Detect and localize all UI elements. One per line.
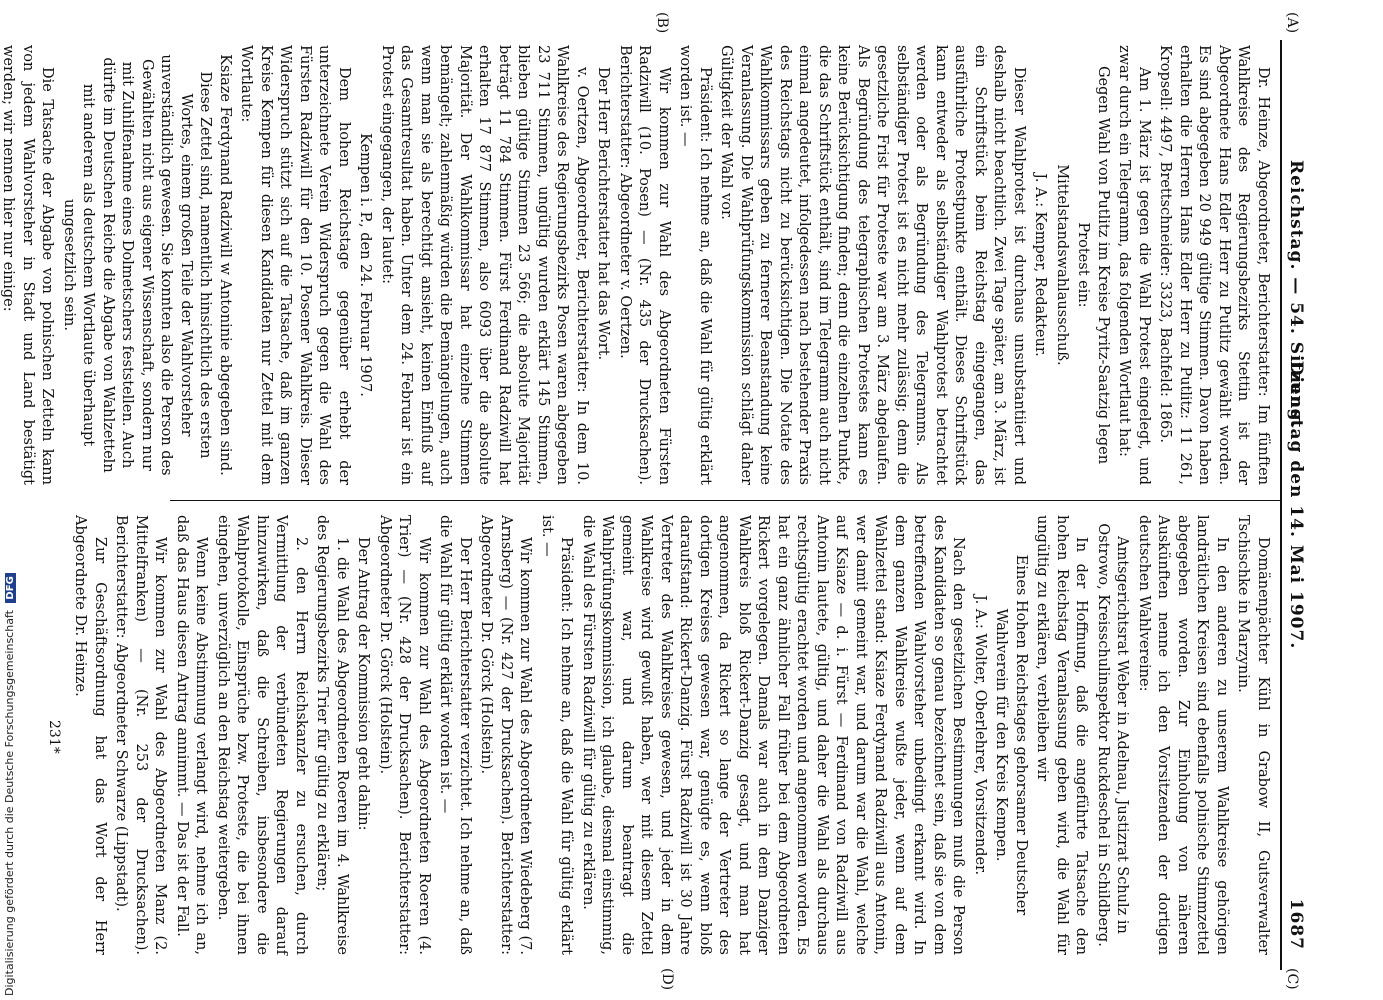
paragraph: Der Herr Berichterstatter hat das Wort. xyxy=(595,67,612,361)
header-left-title: Reichstag. — 54. Sitzung. xyxy=(1286,160,1306,429)
paragraph: 1. die Wahl des Abgeordneten Roeren im 4. Wahlkreise des Regierungsbezirks Trier für gültig zu erklären; xyxy=(314,515,350,955)
paragraph: v. Oertzen, Abgeordneter, Berichterstatter: In dem 10. Wahlkreise des Regierungsbezirks Posen waren abgegeben 23 711 Stimmen, ungültig wurden erklärt 145 Stimmen, blieben gültige Stimmen 23 566; die absolute Majorität beträgt 11 784 Stimmen. Fürst Ferdinand Radziwill hat erhalten 17 877 Stimmen, also 6093 über die absolute Majorität. Der Wahlkommissar hat einzelne Stimmen bemängelt; zahlenmäßig würden die Bemängelungen, auch wenn man sie als berechtigt ansieht, keinen Einfluß auf das Gesamtresultat haben. Unter dem 24. Februar ist ein Protest eingegangen, der lautet: xyxy=(379,45,590,485)
paragraph: Die Tatsache der Abgabe von polnischen Zetteln kann von jedem Wahlvorsteher in Stadt und Land bestätigt werden; wir nennen hier nur einige: xyxy=(0,45,56,485)
paragraph: Wenn keine Abstimmung verlangt wird, nehme ich an, daß das Haus diesen Antrag annimmt. — Das ist der Fall. xyxy=(174,515,210,955)
paragraph: Wir kommen zur Wahl des Abgeordneten Wiedeberg (7. Arnsberg) — (Nr. 427 der Drucksachen). Berichterstatter: Abgeordneter Dr. Görck (Holstein). xyxy=(478,515,534,955)
paragraph: Mittelstandswahlausschuß. xyxy=(1054,164,1070,366)
margin-marker-b: (B) xyxy=(654,12,670,34)
funding-note-text: Digitalisierung gefördert durch die Deutsche Forschungsgemeinschaft xyxy=(3,610,16,996)
paragraph: In den anderen zu unserem Wahlkreise gehörigen landrätlichen Kreisen sind ebenfalls polnische Stimmzettel abgegeben worden. Zur Einholung von näheren Auskünften nenne ich den Vorsitzenden der dortigen deutschen Wahlvereine: xyxy=(1136,515,1230,955)
paragraph: Ksiaze Ferdynand Radziwill w Antoninie abgegeben sind. Diese Zettel sind, namentlich hinsichtlich des ersten Wortes, einem großen Teile der Wahlvorsteher unverständlich gewesen. Sie konnten also die Person des Gewählten nicht aus eigener Wissenschaft, sondern nur mit Zuhilfenahme eines Dolmetschers feststellen. Auch dürfte im Deutschen Reiche die Abgabe von Wahlzetteln mit anderem als deutschem Wortlaute überhaupt ungesetzlich sein. xyxy=(61,54,233,476)
right-text-column xyxy=(68,515,1272,955)
paragraph: In der Hoffnung, daß die angeführte Tatsache den hohen Reichstag Veranlassung geben wird, die Wahl für ungültig zu erklären, verbleiben wir xyxy=(1034,515,1090,955)
paragraph: Wir kommen zur Wahl des Abgeordneten Roeren (4. Trier) — (Nr. 428 der Drucksachen). Berichterstatter: Abgeordneter Dr. Görck (Holstein). xyxy=(377,515,432,955)
paragraph: Eines Hohen Reichstages gehorsamer Deutscher Wahlverein für den Kreis Kempen. xyxy=(993,554,1029,916)
left-text-column xyxy=(0,45,1272,485)
header-page-number: 1687 xyxy=(1286,898,1306,950)
paragraph: Kempen i. P., den 24. Februar 1907. xyxy=(357,133,374,397)
paragraph: J. A.: Wolter, Oberlehrer, Vorsitzender. xyxy=(972,594,988,876)
paragraph: Domänenpächter Kühl in Grabow II, Gutsverwalter Tschischke in Marzynin. xyxy=(1235,515,1271,955)
paragraph: Wir kommen zur Wahl des Abgeordneten Fürsten Radziwill (10. Posen) — (Nr. 435 der Drucksachen). Berichterstatter: Abgeordneter v. Oertzen. xyxy=(617,45,672,485)
paragraph: 2. den Herrn Reichskanzler zu ersuchen, durch Vermittlung der verbündeten Regierungen darauf hinzuwirken, daß die Schreiben, insbesondere die Wahlprotokolle, Einsprüche bzw. Proteste, die bei ihnen eingehen, unverzüglich an den Reichstag weitergeben. xyxy=(215,515,309,955)
paragraph: Dieser Wahlprotest ist durchaus unsubstantiiert und deshalb nicht beachtlich. Zwei Tage später, am 3. März, ist ein Schriftstück beim Reichstag eingegangen, das ausführliche Protestpunkte enthält. Dieses Schriftstück kann entweder als selbständiger Wahlprotest betrachtet werden oder als Begründung des Telegramms. Als selbständiger Protest ist es nicht mehr zulässig; denn die gesetzliche Frist für Proteste war am 3. März abgelaufen. Als Begründung des telegraphischen Protestes kann es keine Berücksichtigung finden; denn die einzelnen Punkte, die das Schriftstück enthält, sind im Telegramm auch nicht einmal angedeutet, infolgedessen nach bestehender Praxis des Reichstags nicht zu berücksichtigen. Die Notate des Wahlkommissars geben zu fernerer Beanstandung keine Veranlassung. Die Wahlprüfungskommission schlägt daher Gültigkeit der Wahl vor. xyxy=(718,45,1027,485)
paragraph: Der Antrag der Kommission geht dahin: xyxy=(355,537,372,831)
paragraph: Amtsgerichtsrat Weber in Adelnau, Justizrat Schulz in Ostrowo, Kreisschulinspektor Ruckdeschel in Schildberg. xyxy=(1095,523,1131,947)
paragraph: Zur Geschäftsordnung hat das Wort der Herr Abgeordnete Dr. Heinze. xyxy=(72,515,108,955)
paragraph: Gegen Wahl von Putlitz im Kreise Pyritz-Saatzig legen Protest ein: xyxy=(1075,65,1111,465)
paragraph: J. A.: Kemper, Redakteur. xyxy=(1032,173,1049,357)
margin-marker-c: (C) xyxy=(1284,968,1300,990)
paragraph: Nach den gesetzlichen Bestimmungen muß die Person des Kandidaten so genau bezeichnet sein, daß sie von dem betreffenden Wahlvorsteher unbedingt erkannt wird. In dem ganzen Wahlkreise wußte jeder, wenn auf dem Wahlzettel stand: Ksiaze Ferdynand Radziwill aus Antonin, wer damit gemeint war, und darum war die Wahl, welche auf Ksiaze — d. i. Fürst — Ferdinand von Radziwill aus Antonin lautete, gültig, und daher die Wahl als durchaus rechtsgültig erachtet worden und angenommen worden. Es hat ein ganz ähnlicher Fall früher bei dem Abgeordneten Rickert vorgelegen. Damals war auch in dem Danziger Wahlkreis bloß Rickert-Danzig gesagt, und man hat angenommen, da Rickert so lange der Vertreter des dortigen Kreises gewesen war, genügte es, wenn bloß daraufstand: Rickert-Danzig. Fürst Radziwill ist 30 Jahre Vertreter des Wahlkreises gewesen, und jeder in dem Wahlkreise wird gewußt haben, wer mit diesem Zettel gemeint war, und darum beantragt die Wahlprüfungskommission, ich glaube, diesmal einstimmig, die Wahl des Fürsten Radziwill für gültig zu erklären. xyxy=(580,515,967,955)
paragraph: Dr. Heinze, Abgeordneter, Berichterstatter: Im fünften Wahlkreise des Regierungsbezirks Stettin ist der Abgeordnete Hans Edler Herr zu Putlitz gewählt worden. Es sind abgegeben 20 949 gültige Stimmen. Davon haben erhalten die Herren Hans Edler Herr zu Putlitz: 11 261, Kropsell: 4497, Brettschneider: 3323, Bachfeld: 1865. xyxy=(1157,45,1271,485)
paragraph: Dem hohen Reichstage gegenüber erhebt der unterzeichnete Verein Widerspruch gegen die Wahl des Fürsten Radziwill für den 10. Posener Wahlkreis. Dieser Widerspruch stützt sich auf die Tatsache, daß im ganzen Kreise Kempen für diesen Kandidaten nur Zettel mit dem Wortlaute: xyxy=(238,45,352,485)
margin-marker-d: (D) xyxy=(659,968,675,991)
paragraph: Der Herr Berichterstatter verzichtet. Ich nehme an, daß die Wahl für gültig erklärt worden ist. — xyxy=(437,515,473,955)
header-date: Dienstag den 14. Mai 1907. xyxy=(1286,360,1306,650)
column-divider xyxy=(170,500,1280,501)
dfg-logo: DFG xyxy=(5,573,16,602)
paragraph: Wir kommen zur Wahl des Abgeordneten Manz (2. Mittelfranken) — (Nr. 253 der Drucksachen). Berichterstatter: Abgeordneter Schwarze (Lippstadt). xyxy=(113,515,169,955)
funding-note-strip xyxy=(0,0,40,1000)
paragraph: Präsident: Ich nehme an, daß die Wahl für gültig erklärt ist. — xyxy=(539,515,575,955)
page-footer-number: 231* xyxy=(46,720,62,754)
margin-marker-a: (A) xyxy=(1284,12,1300,34)
paragraph: Präsident: Ich nehme an, daß die Wahl für gültig erklärt worden ist. — xyxy=(677,45,713,485)
paragraph: Am 1. März ist gegen die Wahl Protest eingelegt, und zwar durch ein Telegramm, das folgenden Wortlaut hat: xyxy=(1116,45,1152,485)
page-header xyxy=(1280,40,1312,970)
